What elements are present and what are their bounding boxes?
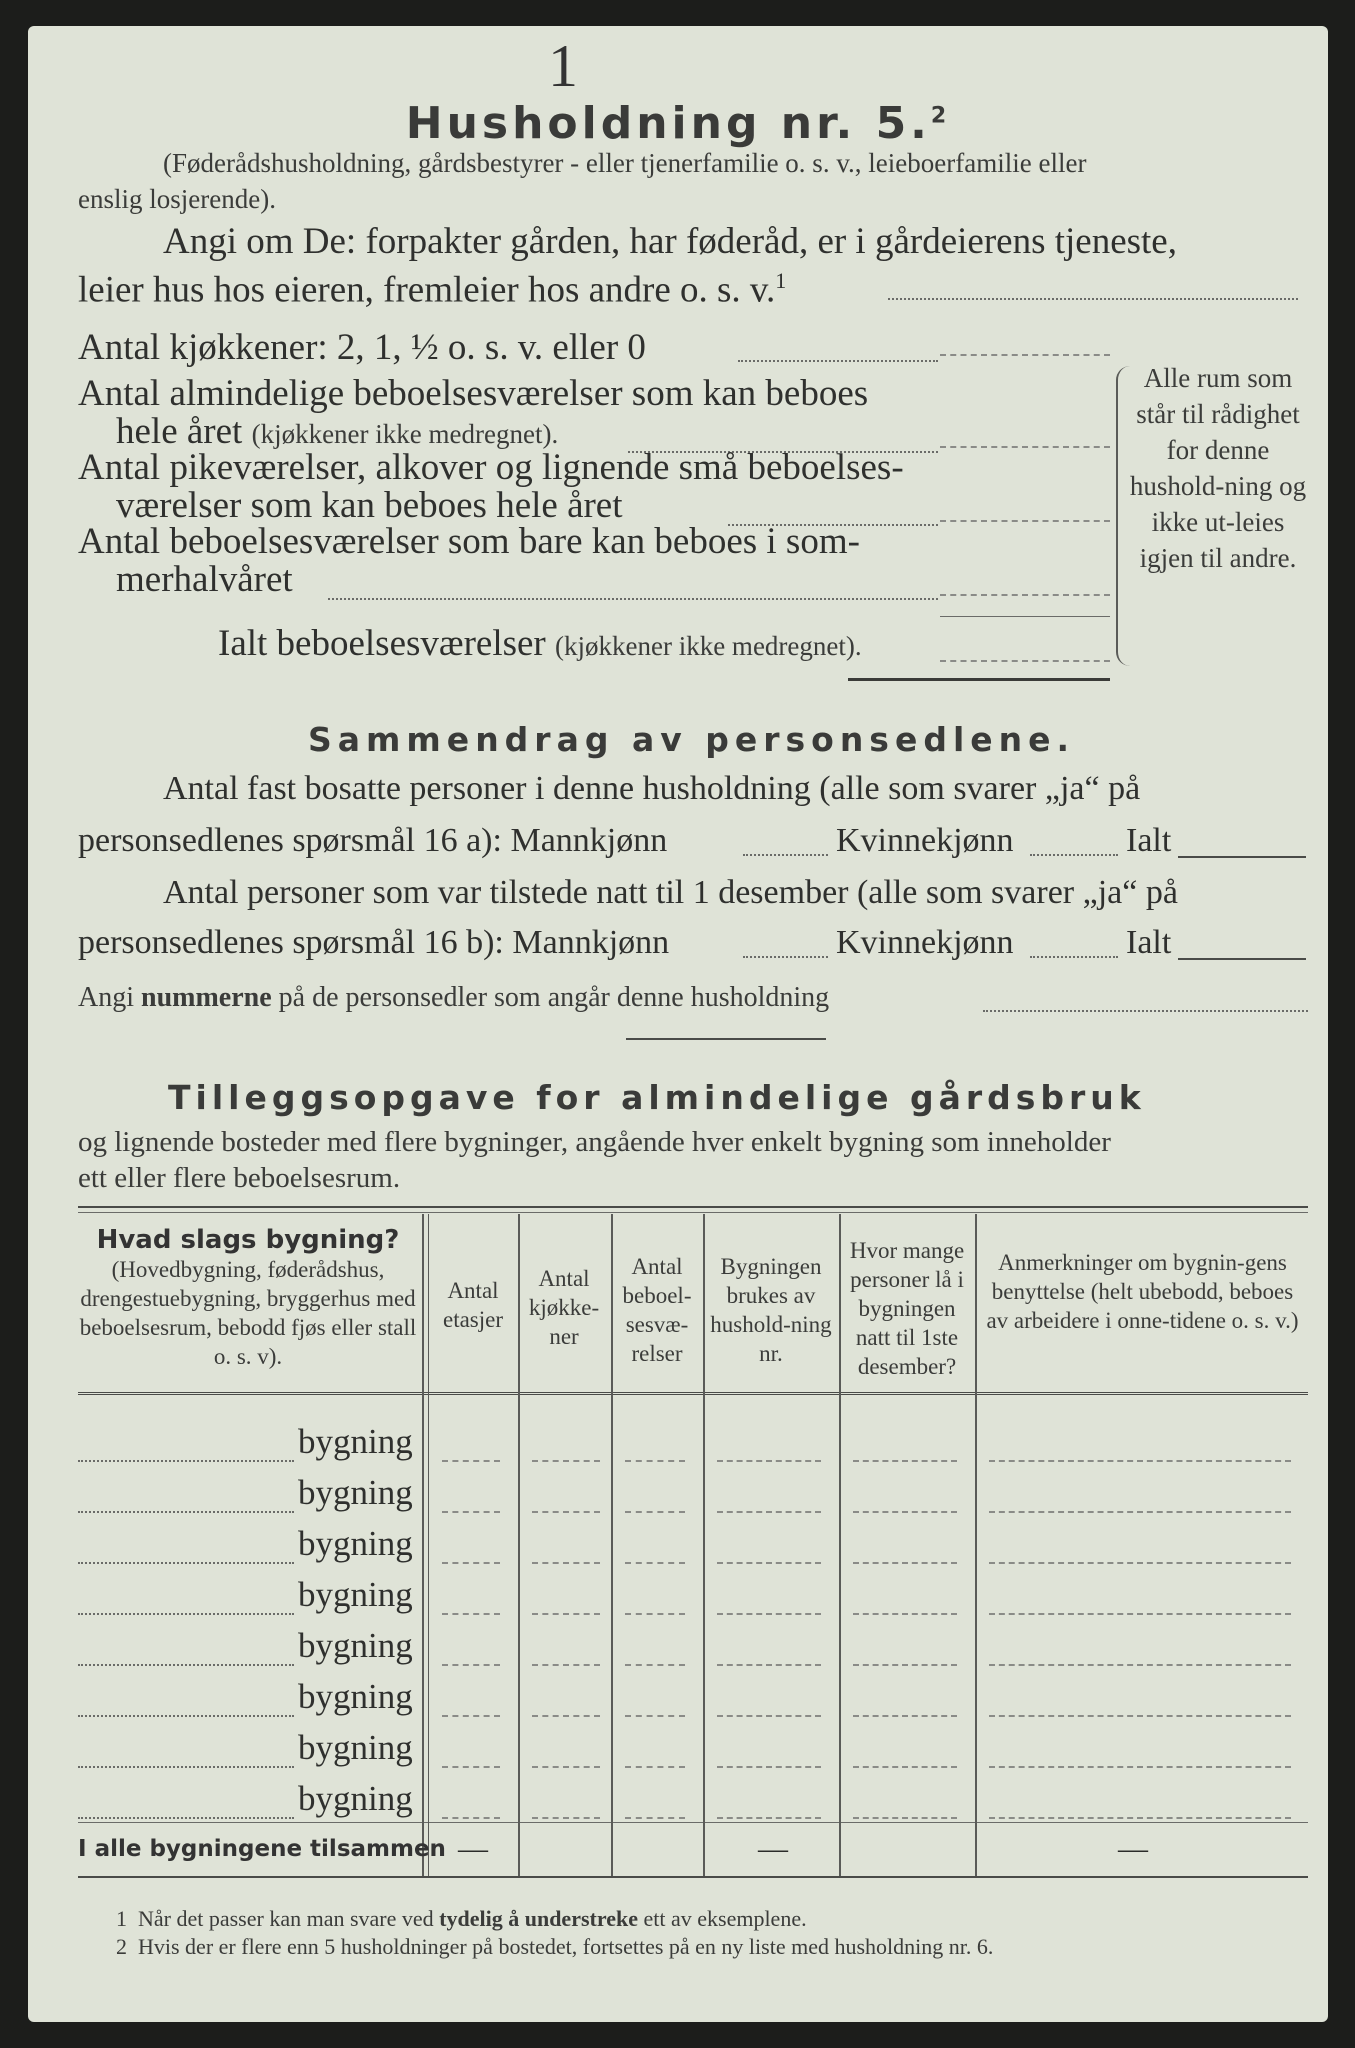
total-rooms-field[interactable] [940,660,1110,662]
building-row-label: bygning [298,1626,413,1665]
supplement-intro-1: og lignende bosteder med flere bygninger, angående hver enkelt bygning som inneholder [78,1126,1111,1158]
personslips-numbers-label [78,982,829,1014]
table-bottom-rule [78,1876,1308,1878]
table-cell-field[interactable] [717,1664,821,1666]
col-kitchens-header: Antal kjøkke-ner [528,1266,600,1349]
sum-rule [940,616,1110,617]
table-cell-field[interactable] [717,1766,821,1768]
building-type-field[interactable] [78,1664,294,1666]
table-cell-field[interactable] [717,1613,821,1615]
table-cell-field[interactable] [625,1817,685,1819]
total-row-label: I alle bygningene tilsammen [78,1836,446,1862]
building-type-field[interactable] [78,1613,294,1615]
fixed-female-field[interactable] [1030,854,1118,856]
footnote-1 [116,1906,807,1932]
form-sheet [28,26,1328,2022]
numbers-pre: Angi [78,982,134,1013]
subtitle-line-2: enslig losjerende). [78,184,276,214]
ordinary-rooms-label-1: Antal almindelige beboelsesværelser som kan beboes [78,373,869,414]
subtitle-line-1: (Føderådshusholdning, gårdsbestyrer - eller tjenerfamilie o. s. v., leieboerfamilie eller [163,148,1087,178]
rooms-side-note: Alle rum som står til rådighet for denne hushold-ning og ikke ut-leies igjen til andre. [1129,363,1307,573]
footnote-1-pre: Når det passer kan man svare ved [138,1906,434,1931]
table-cell-field[interactable] [853,1460,957,1462]
summer-rooms-label-1: Antal beboelsesværelser som bare kan beboes i som- [78,521,860,562]
building-row-label: bygning [298,1524,413,1563]
total-household-dash: — [758,1832,788,1865]
supplement-heading: Tilleggsopgave for almindelige gårdsbruk [168,1078,1146,1117]
total-rooms-text: Ialt beboelsesværelser [218,623,546,664]
present-male-field[interactable] [743,956,828,958]
table-cell-field[interactable] [989,1715,1291,1717]
col-remarks-header: Anmerkninger om bygnin-gens benyttelse (helt ubebodd, beboes av arbeidere i onne-tidene o. s. v.) [986,1250,1299,1333]
title-footnote-ref: 2 [930,103,951,129]
table-cell-field[interactable] [853,1511,957,1513]
table-cell-field[interactable] [532,1562,600,1564]
footnote-2-text: Hvis der er flere enn 5 husholdninger på bostedet, fortsettes på en ny liste med husholdning nr. 6. [138,1934,994,1959]
col-building-type-title: Hvad slags bygning? [96,1225,400,1255]
footnote-1-post: ett av eksemplene. [643,1906,807,1931]
kitchens-label: Antal kjøkkener: 2, 1, ½ o. s. v. eller 0 [78,327,646,368]
building-type-field[interactable] [78,1460,294,1462]
table-top-rule [78,1206,1308,1208]
fixed-male-field[interactable] [743,854,828,856]
table-cell-field[interactable] [442,1511,500,1513]
table-cell-field[interactable] [442,1817,500,1819]
table-header-rule [78,1392,1308,1395]
ask-line-2-text: leier hus hos eieren, fremleier hos andre o. s. v. [78,269,776,311]
table-cell-field[interactable] [625,1715,685,1717]
table-cell-field[interactable] [625,1613,685,1615]
summer-rooms-field[interactable] [940,594,1110,596]
present-persons-line-2 [78,924,669,962]
fixed-male-label: Mannkjønn [510,822,668,859]
present-male-label: Mannkjønn [512,924,670,961]
footnote-2-num: 2 [116,1934,127,1959]
page-title [28,98,1328,149]
total-rooms-label [218,622,862,665]
table-cell-field[interactable] [853,1562,957,1564]
summary-heading: Sammendrag av personsedlene. [308,720,1076,759]
fixed-residents-question: personsedlenes spørsmål 16 a): [78,822,502,859]
col-divider-6 [975,1214,977,1876]
summer-rooms-label-2: merhalvåret [116,559,293,600]
table-cell-field[interactable] [853,1766,957,1768]
footnote-1-num: 1 [116,1906,127,1931]
table-cell-field[interactable] [853,1715,957,1717]
table-cell-field[interactable] [442,1460,500,1462]
table-cell-field[interactable] [532,1766,600,1768]
table-cell-field[interactable] [989,1664,1291,1666]
col-floors-header: Antal etasjer [442,1278,503,1332]
fixed-residents-line-1: Antal fast bosatte personer i denne husholdning (alle som svarer „ja“ på [163,770,1141,807]
building-row-label: bygning [298,1575,413,1614]
col-rooms-header: Antal beboel-sesvæ-relser [622,1254,692,1366]
ordinary-rooms-field[interactable] [940,446,1110,448]
table-cell-field[interactable] [625,1511,685,1513]
table-cell-field[interactable] [989,1817,1291,1819]
ask-line-1: Angi om De: forpakter gården, har føderåd, er i gårdeierens tjeneste, [163,221,1177,262]
table-cell-field[interactable] [625,1766,685,1768]
present-persons-question: personsedlenes spørsmål 16 b): [78,924,504,961]
title-text: Husholdning nr. 5. [405,98,931,149]
ordinary-rooms-note: (kjøkkener ikke medregnet). [251,419,559,449]
table-cell-field[interactable] [717,1817,821,1819]
table-cell-field[interactable] [853,1664,957,1666]
fixed-total-label: Ialt [1126,822,1172,859]
building-type-field[interactable] [78,1766,294,1768]
col-divider-4 [703,1214,705,1876]
col-household-header: Bygningen brukes av hushold-ning nr. [710,1254,832,1366]
table-cell-field[interactable] [717,1562,821,1564]
fixed-residents-line-2 [78,822,667,860]
building-row-label: bygning [298,1728,413,1767]
total-remarks-dash: — [1118,1832,1148,1865]
kitchens-field[interactable] [940,354,1110,356]
building-type-field[interactable] [78,1817,294,1819]
present-persons-line-1: Antal personer som var tilstede natt til 1 desember (alle som svarer „ja“ på [163,874,1178,911]
fixed-female-label: Kvinnekjønn [836,822,1014,859]
table-cell-field[interactable] [442,1766,500,1768]
table-cell-field[interactable] [717,1511,821,1513]
table-cell-field[interactable] [442,1613,500,1615]
total-floors-dash: — [458,1832,488,1865]
present-female-field[interactable] [1030,956,1118,958]
table-cell-field[interactable] [442,1715,500,1717]
table-cell-field[interactable] [853,1613,957,1615]
page-mark: 1 [548,33,578,99]
total-rooms-note: (kjøkkener ikke medregnet). [555,631,862,661]
table-cell-field[interactable] [989,1460,1291,1462]
col-persons-header: Hvor mange personer lå i bygningen natt til 1ste desember? [849,1238,965,1379]
building-type-field[interactable] [78,1715,294,1717]
building-row-label: bygning [298,1677,413,1716]
building-row-label: bygning [298,1779,413,1818]
building-type-field[interactable] [78,1562,294,1564]
table-top-rule-2 [78,1212,1308,1213]
numbers-bold: nummerne [141,982,272,1013]
footnote-1-bold: tydelig å understreke [439,1906,638,1931]
footnote-2 [116,1934,993,1960]
table-cell-field[interactable] [989,1766,1291,1768]
table-total-rule [78,1822,1308,1823]
col-building-type-header [78,1226,418,1371]
col-divider-1 [422,1214,424,1876]
table-cell-field[interactable] [717,1715,821,1717]
kitchens-leader [738,360,938,362]
maid-rooms-label-2: værelser som kan beboes hele året [116,485,623,526]
table-cell-field[interactable] [442,1562,500,1564]
table-cell-field[interactable] [532,1664,600,1666]
ordinary-rooms-label-2-text: hele året [116,411,243,452]
building-type-field[interactable] [78,1511,294,1513]
building-row-label: bygning [298,1473,413,1512]
present-total-label: Ialt [1126,924,1172,961]
table-cell-field[interactable] [989,1562,1291,1564]
table-cell-field[interactable] [625,1562,685,1564]
table-cell-field[interactable] [625,1664,685,1666]
total-rooms-underline [848,678,1110,681]
col-building-type-desc: (Hovedbygning, føderådshus, drengestuebygning, bryggerhus med beboelsesrum, bebodd fjøs eller stall o. s. v). [79,1257,417,1369]
table-cell-field[interactable] [532,1511,600,1513]
ask-line-2 [78,268,786,311]
section-divider [626,1038,826,1040]
table-cell-field[interactable] [717,1460,821,1462]
table-cell-field[interactable] [442,1664,500,1666]
table-cell-field[interactable] [532,1460,600,1462]
supplement-intro-2: ett eller flere beboelsesrum. [78,1162,401,1194]
table-cell-field[interactable] [625,1460,685,1462]
building-row-label: bygning [298,1422,413,1461]
table-cell-field[interactable] [853,1817,957,1819]
table-cell-field[interactable] [532,1715,600,1717]
fixed-total-field[interactable] [1178,856,1306,858]
table-cell-field[interactable] [989,1511,1291,1513]
household-status-field[interactable] [888,298,1298,300]
present-total-field[interactable] [1178,958,1306,960]
table-cell-field[interactable] [989,1613,1291,1615]
table-cell-field[interactable] [532,1817,600,1819]
ask-footnote-ref: 1 [775,268,787,293]
personslips-numbers-field[interactable] [983,1010,1308,1012]
present-female-label: Kvinnekjønn [836,924,1014,961]
numbers-post: på de personsedler som angår denne husholdning [278,982,830,1013]
summer-rooms-leader [328,598,938,600]
col-divider-1b [428,1214,429,1876]
table-cell-field[interactable] [532,1613,600,1615]
maid-rooms-label-1: Antal pikeværelser, alkover og lignende små beboelses- [78,447,904,488]
maid-rooms-field[interactable] [940,520,1110,522]
